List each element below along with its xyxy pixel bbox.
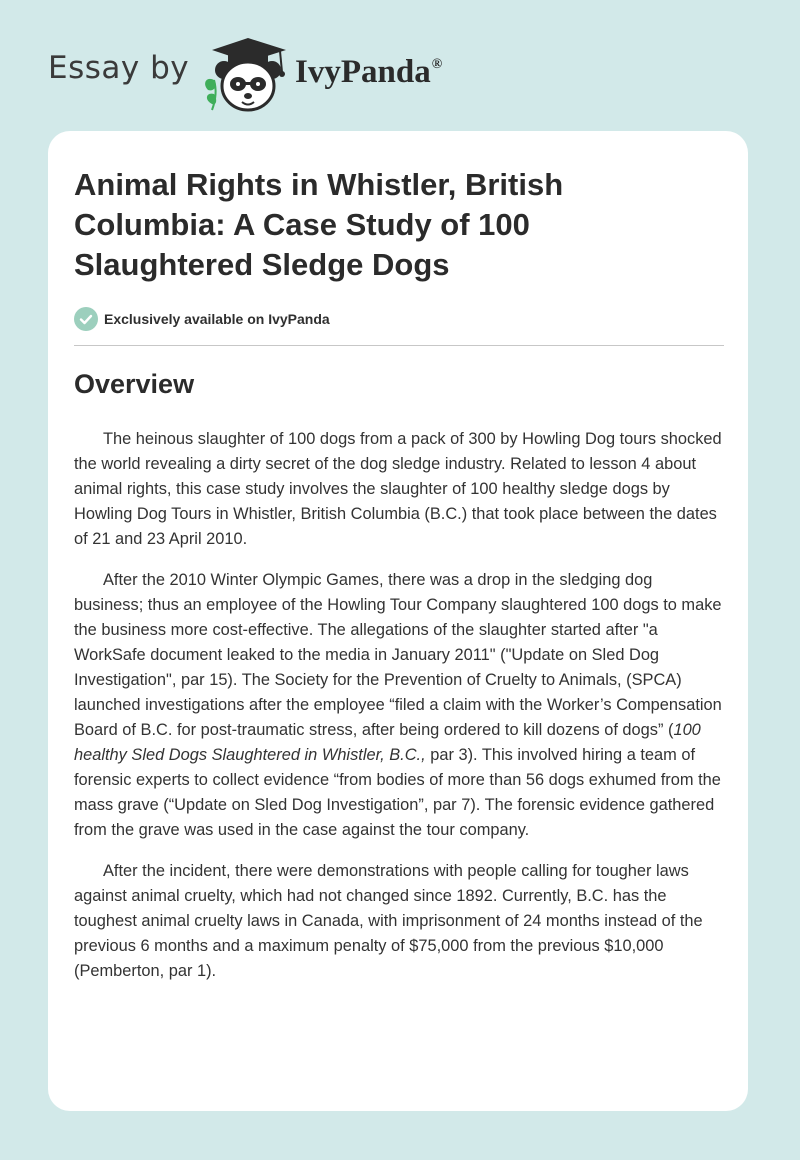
- essay-by-label: Essay by: [48, 50, 190, 86]
- check-circle-icon: [74, 307, 98, 331]
- exclusive-label: Exclusively available on IvyPanda: [104, 311, 330, 327]
- section-heading-overview: Overview: [74, 369, 195, 399]
- brand-text: IvyPanda: [295, 54, 431, 90]
- paragraph-2: [74, 568, 724, 843]
- article-card: [48, 131, 748, 1111]
- article-body: [74, 427, 724, 1000]
- article-title: Animal Rights in Whistler, British Columbia: A Case Study of 100 Slaughtered Sledge Dogs: [74, 167, 564, 282]
- registered-mark: ®: [431, 57, 443, 72]
- paragraph-3: After the incident, there were demonstrations with people calling for tougher laws against animal cruelty, which had not changed since 1892. Currently, B.C. has the toughest animal cruelty laws in Canada, with imprisonment of 24 months instead of the previous 6 months and a maximum penalty of $75,000 from the previous $10,000 (Pemberton, par 1).: [74, 862, 703, 980]
- exclusive-badge: [74, 307, 330, 331]
- paragraph-1: The heinous slaughter of 100 dogs from a pack of 300 by Howling Dog tours shocked the world revealing a dirty secret of the dog sledge industry. Related to lesson 4 about animal rights, this case study involves the slaughter of 100 healthy sledge dogs by Howling Dog Tours in Whistler, British Columbia (B.C.) that took place between the dates of 21 and 23 April 2010.: [74, 430, 722, 548]
- citation-title: 100 healthy Sled Dogs Slaughtered in Whistler, B.C.,: [74, 721, 701, 764]
- site-header: [0, 0, 800, 130]
- paragraph-2-text-a: After the 2010 Winter Olympic Games, there was a drop in the sledging dog business; thus an employee of the Howling Tour Company slaughtered 100 dogs to make the business more cost-effective. The allegations of the slaughter started after "a WorkSafe document leaked to the media in January 2011" ("Update on Sled Dog Investigation", par 15). The Society for the Prevention of Cruelty to Animals, (SPCA) launched investigations after the employee “filed a claim with the Worker’s Compensation Board of B.C. for post-traumatic stress, after being ordered to kill dozens of dogs” (: [74, 571, 722, 739]
- ivypanda-logo-icon[interactable]: [200, 34, 295, 114]
- paragraph-2-text-b: par 3). This involved hiring a team of forensic experts to collect evidence “from bodies of more than 56 dogs exhumed from the mass grave (“Update on Sled Dog Investigation”, par 7). The forensic evidence gathered from the grave was used in the case against the tour company.: [74, 746, 721, 839]
- brand-name[interactable]: [295, 54, 442, 91]
- divider: [74, 345, 724, 346]
